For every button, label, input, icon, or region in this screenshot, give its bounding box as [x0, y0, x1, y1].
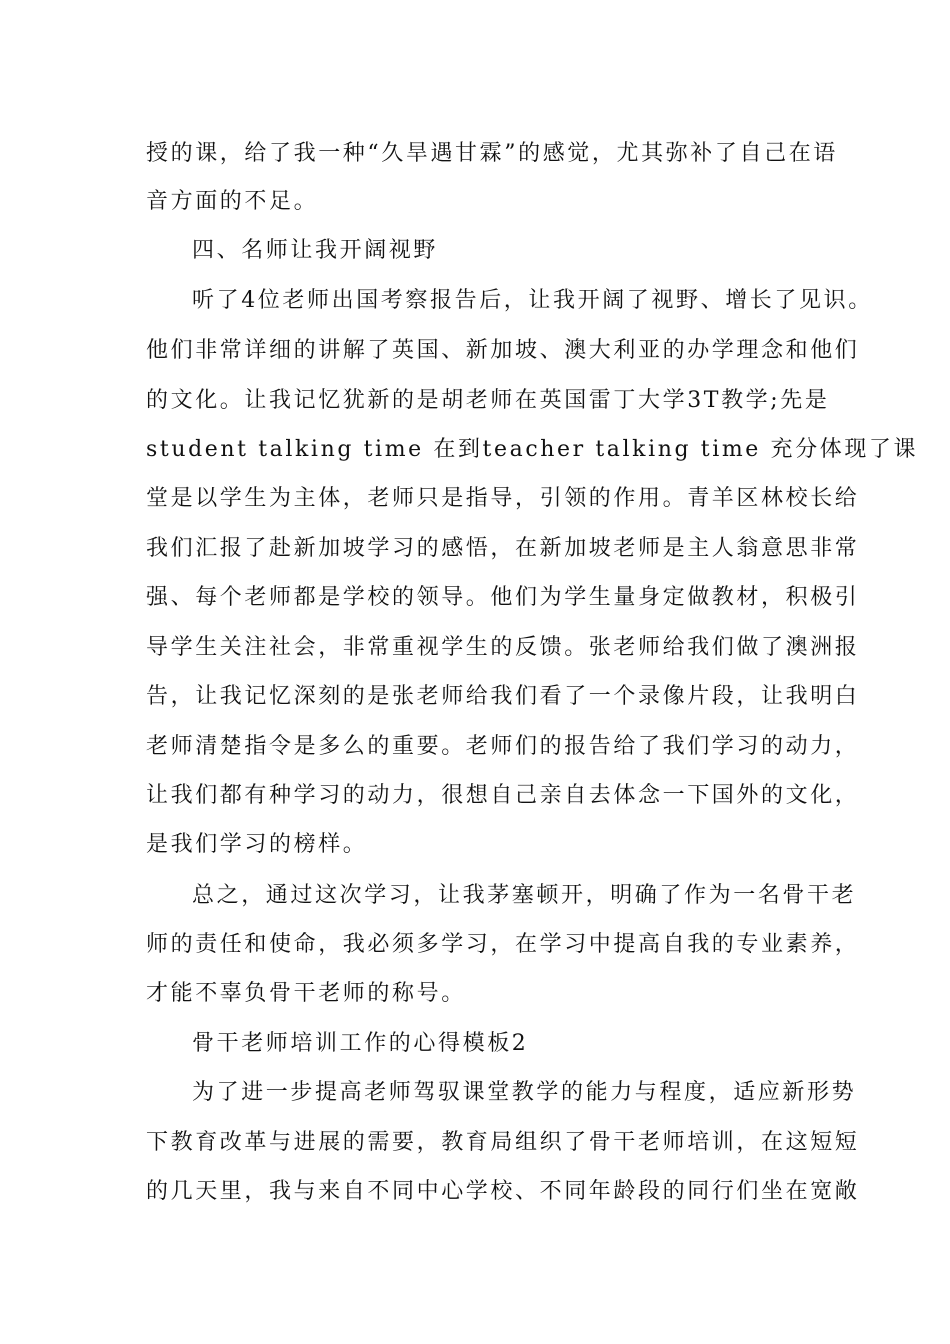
body-text-line: 才能不辜负骨干老师的称号。 — [146, 981, 466, 1006]
body-text-line: student talking time 在到teacher talking time 充分体现了课 — [146, 437, 919, 462]
body-text-line: 师的责任和使命，我必须多学习，在学习中提高自我的专业素养， — [146, 932, 860, 957]
body-text-line: 的几天里，我与来自不同中心学校、不同年龄段的同行们坐在宽敞 — [146, 1179, 860, 1204]
body-text-line: 的文化。让我记忆犹新的是胡老师在英国雷丁大学3T教学;先是 — [146, 388, 830, 413]
section-heading: 骨干老师培训工作的心得模板2 — [192, 1031, 529, 1056]
body-text-line: 老师清楚指令是多么的重要。老师们的报告给了我们学习的动力， — [146, 734, 860, 759]
body-text-line: 他们非常详细的讲解了英国、新加坡、澳大利亚的办学理念和他们 — [146, 338, 860, 363]
body-text-line: 让我们都有种学习的动力，很想自己亲自去体念一下国外的文化， — [146, 783, 860, 808]
section-heading: 四、名师让我开阔视野 — [192, 238, 439, 263]
body-text-line: 我们汇报了赴新加坡学习的感悟，在新加坡老师是主人翁意思非常 — [146, 536, 860, 561]
body-text-line: 为了进一步提高老师驾驭课堂教学的能力与程度，适应新形势 — [192, 1080, 857, 1105]
body-text-line: 听了4位老师出国考察报告后，让我开阔了视野、增长了见识。 — [192, 288, 873, 313]
body-text-line: 堂是以学生为主体，老师只是指导，引领的作用。青羊区林校长给 — [146, 486, 860, 511]
body-text-line: 强、每个老师都是学校的领导。他们为学生量身定做教材，积极引 — [146, 585, 860, 610]
body-text-line: 总之，通过这次学习，让我茅塞顿开，明确了作为一名骨干老 — [192, 883, 857, 908]
body-text-line: 导学生关注社会，非常重视学生的反馈。张老师给我们做了澳洲报 — [146, 635, 860, 660]
body-text-line: 授的课，给了我一种“久旱遇甘霖”的感觉，尤其弥补了自己在语 — [146, 141, 838, 166]
body-text-line: 下教育改革与进展的需要，教育局组织了骨干老师培训，在这短短 — [146, 1130, 860, 1155]
body-text-line: 告，让我记忆深刻的是张老师给我们看了一个录像片段，让我明白 — [146, 684, 860, 709]
body-text-line: 音方面的不足。 — [146, 189, 319, 214]
body-text-line: 是我们学习的榜样。 — [146, 832, 368, 857]
